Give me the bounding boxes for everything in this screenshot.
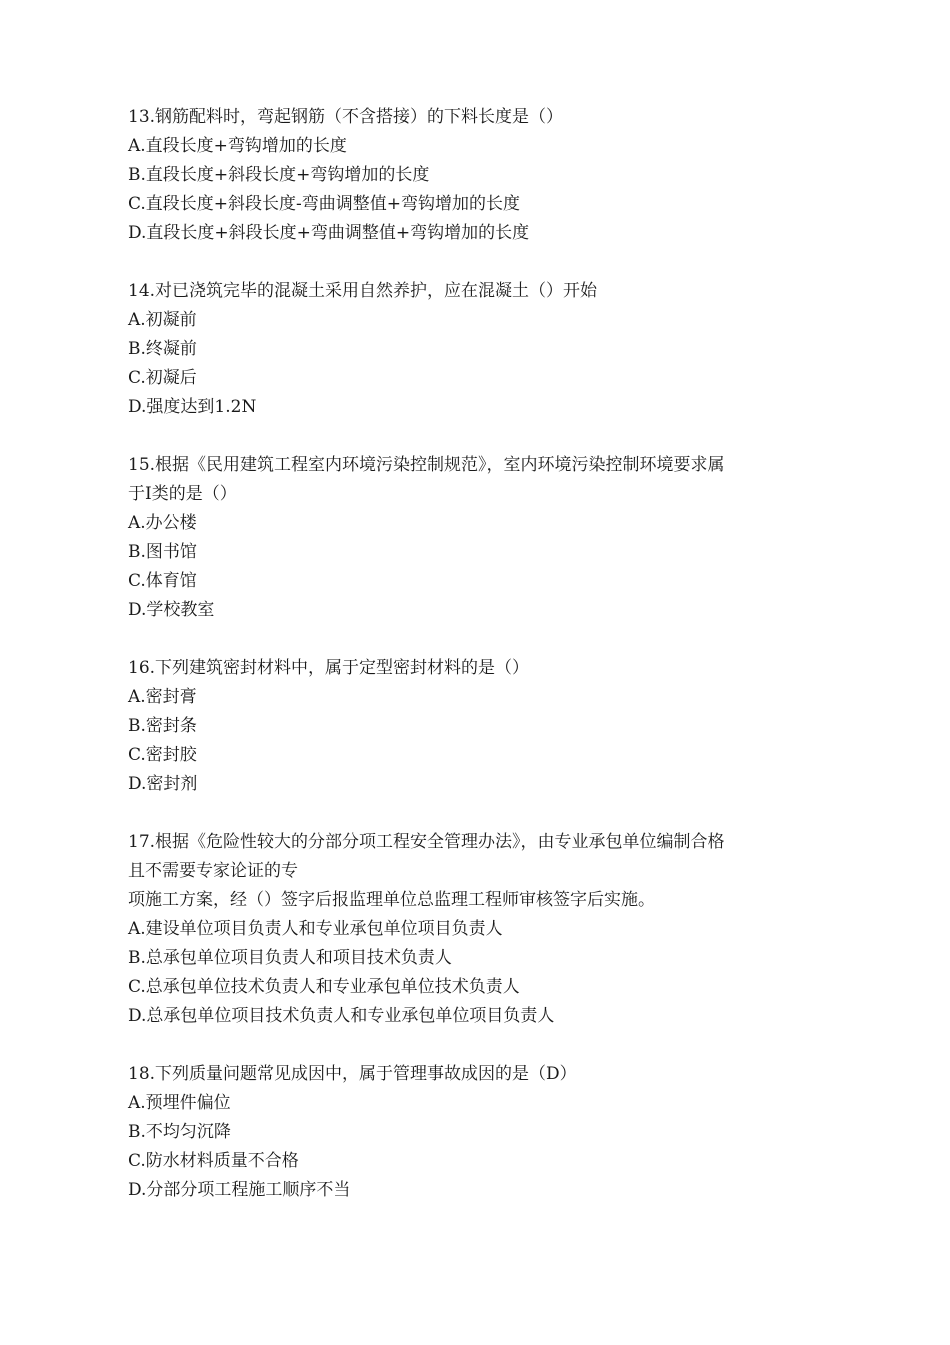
document-page [128,103,828,1234]
question-text: 18.下列质量问题常见成因中，属于管理事故成因的是（D） [128,1064,577,1084]
question-text: 15.根据《民用建筑工程室内环境污染控制规范》，室内环境污染控制环境要求属 [128,455,725,475]
question-14 [128,277,828,422]
option-c: C.初凝后 [128,368,197,388]
option-b: B.图书馆 [128,542,197,562]
option-a: A.建设单位项目负责人和专业承包单位项目负责人 [128,919,503,939]
option-c: C.体育馆 [128,571,197,591]
option-c: C.密封胶 [128,745,197,765]
option-b: B.直段长度+斜段长度+弯钩增加的长度 [128,165,430,185]
option-b: B.总承包单位项目负责人和项目技术负责人 [128,948,452,968]
option-a: A.直段长度+弯钩增加的长度 [128,136,347,156]
option-a: A.办公楼 [128,513,197,533]
question-13 [128,103,828,248]
question-text-continued: 项施工方案，经（）签字后报监理单位总监理工程师审核签字后实施。 [128,890,655,910]
question-16 [128,654,828,799]
option-c: C.总承包单位技术负责人和专业承包单位技术负责人 [128,977,520,997]
option-c: C.直段长度+斜段长度-弯曲调整值+弯钩增加的长度 [128,194,521,214]
question-text: 13.钢筋配料时，弯起钢筋（不含搭接）的下料长度是（） [128,107,564,127]
option-d: D.直段长度+斜段长度+弯曲调整值+弯钩增加的长度 [128,223,530,243]
option-a: A.预埋件偏位 [128,1093,231,1113]
option-d: D.总承包单位项目技术负责人和专业承包单位项目负责人 [128,1006,555,1026]
question-text: 17.根据《危险性较大的分部分项工程安全管理办法》，由专业承包单位编制合格 [128,832,725,852]
question-15 [128,451,828,625]
option-a: A.初凝前 [128,310,197,330]
option-b: B.密封条 [128,716,197,736]
option-a: A.密封膏 [128,687,197,707]
option-b: B.终凝前 [128,339,197,359]
question-text-continued: 于Ⅰ类的是（） [128,484,237,504]
question-text: 14.对已浇筑完毕的混凝土采用自然养护，应在混凝土（）开始 [128,281,598,301]
question-text: 16.下列建筑密封材料中，属于定型密封材料的是（） [128,658,530,678]
option-b: B.不均匀沉降 [128,1122,231,1142]
option-d: D.密封剂 [128,774,198,794]
option-d: D.强度达到1.2N [128,397,257,417]
option-d: D.分部分项工程施工顺序不当 [128,1180,351,1200]
question-17 [128,828,828,1031]
question-text-continued: 且不需要专家论证的专 [128,861,298,881]
question-18 [128,1060,828,1205]
option-d: D.学校教室 [128,600,215,620]
option-c: C.防水材料质量不合格 [128,1151,299,1171]
